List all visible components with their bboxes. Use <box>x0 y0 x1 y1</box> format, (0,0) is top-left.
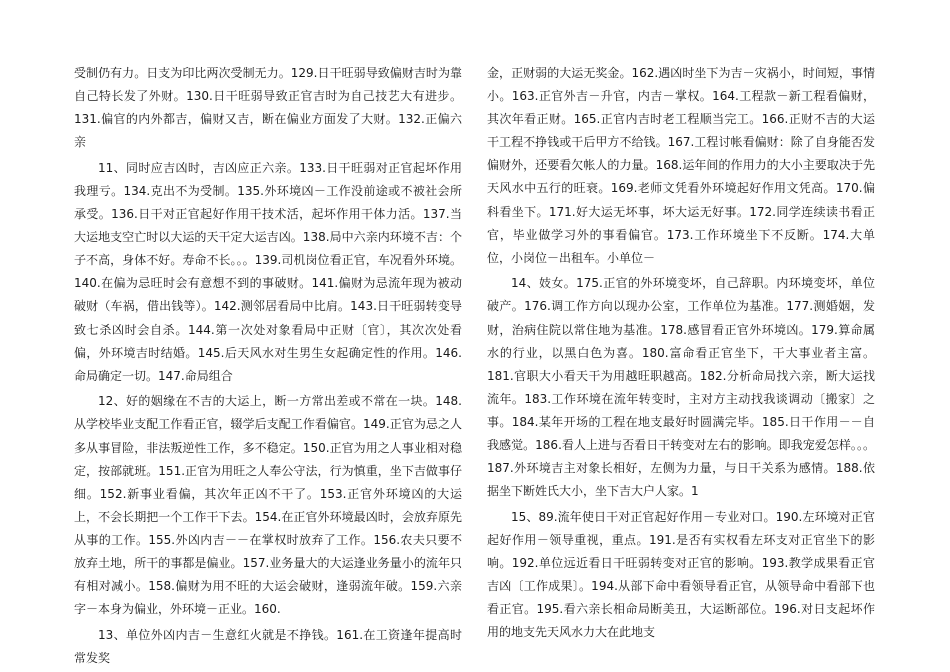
paragraph: 15、89.流年使日干对正官起好作用－专业对口。190.左环境对正官起好作用－领导重视，重点。191.是否有实权看左环支对正官坐下的影响。192.单位远近看日干旺弱转变对正官的影响。193.教学成果看正官吉凶〔工作成果〕。194.从部下命中看领导看正官，从领导命中看部下也看正官。195.看六亲长相命局断美丑，大运断部位。196.对日支起坏作用的地支先天风水力大在此地支 <box>487 509 875 640</box>
paragraph: 金，正财弱的大运无奖金。162.遇凶时坐下为吉－灾祸小，时间短，事情小。163.正官外吉－升官，内吉－掌权。164.工程款－新工程看偏财，其次年看正财。165.正官内吉时老工程顺当完工。166.正财不吉的大运干工程不挣钱或干后甲方不给钱。167.工程讨帐看偏财：除了自身能否发偏财外，还要看欠帐人的力量。168.运年间的作用力的大小主要取决于先天风水中五行的旺衰。169.老师文凭看外环境起好作用文凭高。170.偏科看坐下。171.好大运无坏事，坏大运无好事。172.同学连续读书看正官，毕业做学习外的事看偏官。173.工作环境坐下不反断。174.大单位，小岗位－出租车。小单位－ <box>487 66 875 265</box>
paragraph: 12、好的姻缘在不吉的大运上，断一方常出差或不常在一块。148.从学校毕业支配工作看正官，辍学后支配工作看偏官。149.正官为忌之人多从事冒险，非法叛逆性工作，多不稳定。150.正官为用之人事业相对稳定，按部就班。151.正官为用旺之人奉公守法，行为慎重，坐下吉做事仔细。152.新事业看偏，其次年正凶不干了。153.正官外环境凶的大运上，不会长期把一个工作干下去。154.在正官外环境最凶时，会放弃原先从事的工作。155.外凶内吉－－在掌权时放弃了工作。156.农夫只要不放弃土地，所干的事都是偏业。157.业务量大的大运逢业务量小的流年只有相对减小。158.偏财为用不旺的大运会破财，逢弱流年破。159.六亲字－本身为偏业，外环境－正业。160. <box>74 394 462 617</box>
paragraph: 11、同时应吉凶时，吉凶应正六亲。133.日干旺弱对正官起坏作用我理亏。134.克出不为受制。135.外环境凶－工作没前途或不被社会所承受。136.日干对正官起好作用干技术活，起坏作用干体力活。137.当大运地支空亡时以大运的天干定大运吉凶。138.局中六亲内环境不吉：个子不高，身体不好。寿命不长。。。139.司机岗位看正官，车况看外环境。140.在偏为忌旺时会有意想不到的事破财。141.偏财为忌流年现为被动破财（车祸，借出钱等）。142.测邻居看局中比肩。143.日干旺弱转变导致七杀凶时会自杀。144.第一次处对象看局中正财〔官〕，其次次处看偏，外环境吉时结婚。145.后天风水对生男生女起确定性的作用。146.命局确定一切。147.命局组合 <box>74 160 462 383</box>
paragraph: 受制仍有力。日支为印比两次受制无力。129.日干旺弱导致偏财吉时为靠自己特长发了外财。130.日干旺弱导致正官吉时为自己技艺大有进步。131.偏官的内外都吉，偏财又吉，断在偏业方面发了大财。132.正偏六亲 <box>74 66 462 150</box>
right-column <box>487 62 875 644</box>
left-column <box>74 62 462 670</box>
paragraph: 14、妓女。175.正官的外环境变坏，自己辞职。内环境变坏，单位破产。176.调工作方向以现办公室，工作单位为基准。177.测婚姻，发财，治病住院以常住地为基准。178.感冒看正官外环境凶。179.算命属水的行业，以黑白色为喜。180.富命看正官坐下，干大事业者主富。181.官职大小看天干为用越旺职越高。182.分析命局找六亲，断大运找流年。183.工作环境在流年转变时，主对方主动找我谈调动〔搬家〕之事。184.某年开场的工程在地支最好时圆满完毕。185.日干作用－－自我感觉。186.看人上进与否看日干转变对左右的影响。即我宠爱怎样。。。187.外环境吉主对象长相好，左侧为力量，与日干关系为感情。188.依据坐下断姓氏大小，坐下吉大户人家。1 <box>487 276 875 499</box>
paragraph: 13、单位外凶内吉－生意红火就是不挣钱。161.在工资逢年提高时常发奖 <box>74 627 462 665</box>
